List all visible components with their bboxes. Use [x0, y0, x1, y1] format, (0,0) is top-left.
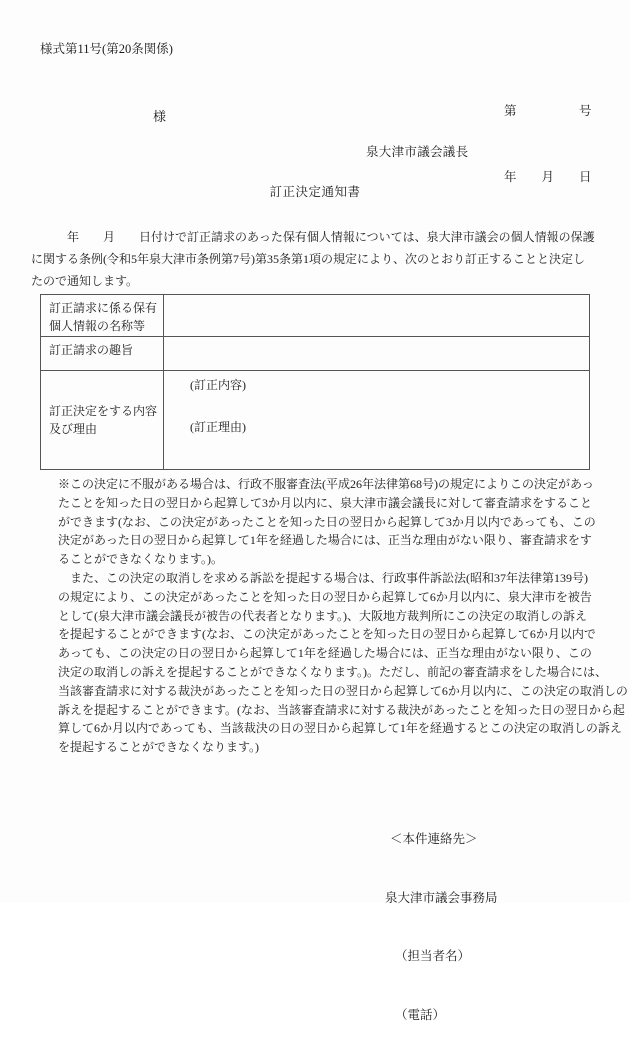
text-line: として(泉大津市議会議長が被告の代表者となります。)、大阪地方裁判所にこの決定の取消しの訴え: [58, 608, 588, 623]
addressee-suffix: 様: [153, 109, 167, 124]
contact-heading: ＜本件連絡先＞: [390, 832, 478, 846]
text-line: の規定により、この決定があったことを知った日の翌日から起算して6か月以内に、泉大津市を被告: [58, 589, 592, 604]
text-line: (訂正内容): [190, 378, 246, 392]
table-value-decision-content: [164, 371, 589, 469]
table-label-line: 個人情報の名称等: [49, 319, 146, 333]
text-line: また、この決定の取消しを求める訴訟を提起する場合は、行政事件訴訟法(昭和37年法律第139号): [58, 570, 588, 585]
table-label-line: 訂正請求の趣旨: [49, 343, 134, 357]
table-row-request-purpose: [41, 336, 589, 370]
text-line: ※この決定に不服がある場合は、行政不服審査法(平成26年法律第68号)の規定によりこの決定があっ: [58, 477, 594, 491]
text-line: たことを知った日の翌日から起算して3か月以内に、泉大津市議会議長に対して審査請求をすること: [58, 495, 593, 510]
text-line: ができます(なお、この決定があったことを知った日の翌日から起算して3か月以内であっても、この: [58, 514, 596, 529]
decision-table: [40, 294, 590, 470]
contact-phone: （電話）: [395, 1007, 446, 1022]
table-label-decision-content: [41, 371, 164, 469]
table-label-line: 訂正決定をする内容: [49, 404, 158, 418]
text-line: 決定があった日の翌日から起算して1年を経過した場合には、正当な理由がない限り、審査請求をす: [58, 533, 592, 548]
table-label-line: 訂正請求に係る保有: [49, 301, 158, 315]
text-line: 決定の取消しの訴えを提起することができなくなります。)。ただし、前記の審査請求をした場合には、: [58, 664, 608, 679]
table-label-request-purpose: [41, 337, 164, 370]
form-number: 様式第11号(第20条関係): [40, 42, 173, 56]
text-line: を提起することができなくなります。): [58, 740, 260, 755]
doc-number-line: 第 号: [504, 104, 592, 118]
text-line: ることができなくなります。)。: [58, 552, 224, 567]
document-title: 訂正決定通知書: [269, 185, 361, 199]
table-label-held-info-name: [41, 295, 164, 336]
text-line: に関する条例(令和5年泉大津市条例第7号)第35条第1項の規定により、次のとおり訂正することと決定し: [31, 252, 585, 266]
text-line: たので通知します。: [31, 274, 139, 288]
text-line: 年 月 日付けで訂正請求のあった保有個人情報については、泉大津市議会の個人情報の保護: [31, 230, 595, 244]
contact-office: 泉大津市議会事務局: [385, 890, 498, 905]
text-line: あっても、この決定の日の翌日から起算して1年を経過した場合には、正当な理由がない限り、この: [58, 646, 592, 661]
date-line: 年 月 日: [504, 170, 592, 184]
body-paragraph: [31, 226, 595, 292]
text-line: [190, 396, 583, 417]
table-row-decision-content: [41, 370, 589, 469]
text-line: 訴えを提起することができます。(なお、当該審査請求に対する裁決があったことを知った日の翌日から起: [58, 702, 625, 717]
table-value-held-info-name: [164, 295, 589, 336]
text-line: を提起することができます(なお、この決定があったことを知った日の翌日から起算して6か月以内で: [58, 627, 596, 642]
table-row-held-info-name: [41, 295, 589, 336]
text-line: (訂正理由): [190, 420, 246, 434]
contact-person: （担当者名）: [395, 949, 471, 963]
table-label-line: 及び理由: [49, 422, 98, 436]
doc-number-block: [504, 56, 592, 232]
text-line: 算して6か月以内であっても、当該裁決の日の翌日から起算して1年を経過するとこの決定の取消しの訴え: [58, 721, 622, 736]
appeal-notes: [58, 475, 628, 757]
text-line: 当該審査請求に対する裁決があったことを知った日の翌日から起算して6か月以内に、この決定の取消しの: [58, 683, 628, 698]
contact-block: [385, 791, 498, 1064]
sender-name: 泉大津市議会議長: [366, 145, 469, 159]
table-value-request-purpose: [164, 337, 589, 370]
